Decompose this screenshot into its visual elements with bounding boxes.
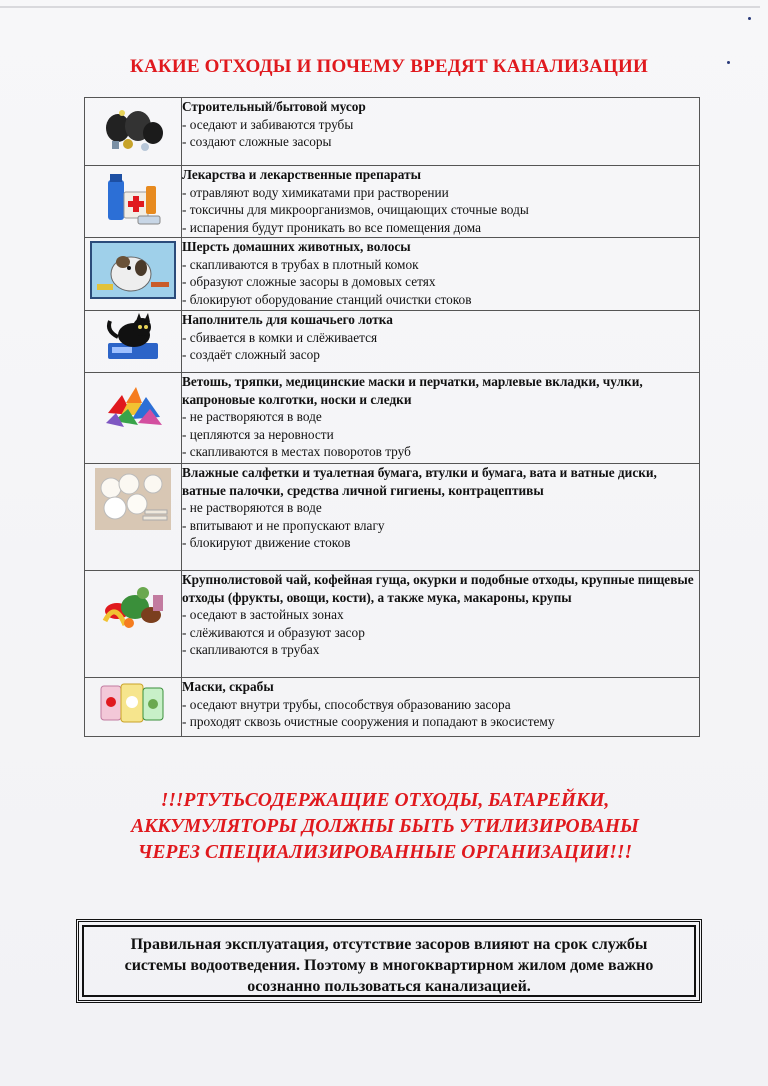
table-row [85, 571, 700, 678]
waste-heading: Ветошь, тряпки, медицинские маски и перчатки, марлевые вкладки, чулки, капроновые колготки, носки и следки [182, 374, 643, 407]
scan-edge-line [0, 6, 760, 8]
waste-effect: - слёживаются и образуют засор [182, 624, 365, 640]
usage-note-text [91, 934, 687, 997]
table-row [85, 373, 700, 464]
waste-heading: Строительный/бытовой мусор [182, 99, 366, 114]
waste-effect: - образуют сложные засоры в домовых сетях [182, 274, 436, 290]
masks-scrubs-icon [85, 678, 182, 737]
warning-line: АККУМУЛЯТОРЫ ДОЛЖНЫ БЫТЬ УТИЛИЗИРОВАНЫ [131, 816, 639, 837]
waste-text [182, 464, 700, 571]
waste-effect: - проходят сквозь очистные сооружения и попадают в экосистему [182, 714, 555, 730]
waste-effect: - скапливаются в трубах [182, 642, 320, 658]
waste-effect: - испарения будут проникать во все помещения дома [182, 219, 481, 235]
waste-heading: Наполнитель для кошачьего лотка [182, 312, 393, 327]
waste-effect: - создаёт сложный засор [182, 347, 320, 363]
waste-text [182, 166, 700, 238]
usage-note-box [76, 919, 702, 1003]
cat-litter-icon [85, 311, 182, 373]
waste-effect: - впитывают и не пропускают влагу [182, 517, 385, 533]
waste-text [182, 311, 700, 373]
waste-table [84, 97, 700, 737]
table-row [85, 238, 700, 311]
food-waste-icon [85, 571, 182, 678]
waste-effect: - сбивается в комки и слёживается [182, 329, 378, 345]
cotton-pads-icon [85, 464, 182, 571]
waste-text [182, 678, 700, 737]
waste-text [182, 571, 700, 678]
waste-effect: - блокируют оборудование станций очистки стоков [182, 291, 472, 307]
waste-effect: - скапливаются в трубах в плотный комок [182, 256, 419, 272]
waste-heading: Лекарства и лекарственные препараты [182, 167, 421, 182]
warning-line: !!!РТУТЬСОДЕРЖАЩИЕ ОТХОДЫ, БАТАРЕЙКИ, [160, 790, 610, 811]
table-row [85, 311, 700, 373]
construction-waste-icon [85, 98, 182, 166]
waste-heading: Маски, скрабы [182, 679, 274, 694]
waste-effect: - оседают и забиваются трубы [182, 116, 354, 132]
waste-effect: - не растворяются в воде [182, 409, 322, 425]
warning-line: ЧЕРЕЗ СПЕЦИАЛИЗИРОВАННЫЕ ОРГАНИЗАЦИИ!!! [137, 842, 633, 863]
waste-heading: Крупнолистовой чай, кофейная гуща, окурки и подобные отходы, крупные пищевые отходы (фрукты, овощи, кости), а также мука, макароны, крупы [182, 572, 694, 605]
waste-effect: - блокируют движение стоков [182, 535, 351, 551]
note-line: Правильная эксплуатация, отсутствие засоров влияют на срок службы [130, 936, 648, 953]
waste-heading: Шерсть домашних животных, волосы [182, 239, 411, 254]
pet-hair-icon [85, 238, 182, 311]
waste-effect: - цепляются за неровности [182, 426, 334, 442]
waste-text [182, 238, 700, 311]
waste-effect: - оседают внутри трубы, способствуя образованию засора [182, 696, 511, 712]
table-row [85, 166, 700, 238]
note-line: системы водоотведения. Поэтому в многоквартирном жилом доме важно [124, 957, 654, 974]
table-row [85, 98, 700, 166]
table-row [85, 464, 700, 571]
rags-icon [85, 373, 182, 464]
waste-effect: - токсичны для микроорганизмов, очищающих сточные воды [182, 202, 529, 218]
medicine-icon [85, 166, 182, 238]
note-line: осознанно пользоваться канализацией. [247, 978, 531, 995]
page-title: КАКИЕ ОТХОДЫ И ПОЧЕМУ ВРЕДЯТ КАНАЛИЗАЦИИ [129, 56, 649, 77]
waste-text [182, 98, 700, 166]
waste-heading: Влажные салфетки и туалетная бумага, втулки и бумага, вата и ватные диски, ватные палочки, средства личной гигиены, контрацептивы [182, 465, 657, 498]
waste-effect: - отравляют воду химикатами при растворении [182, 184, 449, 200]
waste-effect: - скапливаются в местах поворотов труб [182, 444, 411, 460]
mercury-warning [60, 788, 710, 866]
waste-effect: - оседают в застойных зонах [182, 607, 344, 623]
waste-text [182, 373, 700, 464]
table-row [85, 678, 700, 737]
waste-effect: - не растворяются в воде [182, 500, 322, 516]
scan-speck [748, 17, 751, 20]
waste-effect: - создают сложные засоры [182, 134, 332, 150]
